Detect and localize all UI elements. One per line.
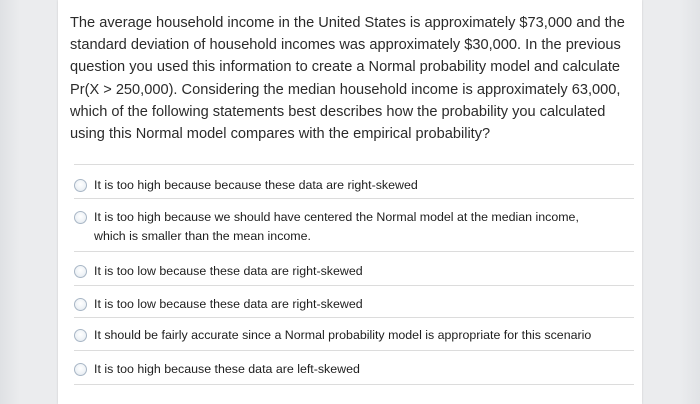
answer-option-label: It is too low because these data are right-skewed bbox=[94, 264, 363, 278]
answer-option-label: It is too high because these data are left-skewed bbox=[94, 362, 360, 376]
answer-option-label: It is too low because these data are right-skewed bbox=[94, 297, 363, 311]
answer-option[interactable] bbox=[74, 285, 634, 317]
answer-option[interactable] bbox=[74, 164, 634, 198]
answer-option[interactable] bbox=[74, 350, 634, 385]
answer-option[interactable] bbox=[74, 198, 634, 251]
answer-option[interactable] bbox=[74, 317, 634, 350]
answer-options bbox=[74, 164, 634, 385]
radio-button[interactable] bbox=[74, 329, 87, 342]
radio-button[interactable] bbox=[74, 298, 87, 311]
radio-button[interactable] bbox=[74, 363, 87, 376]
question-card bbox=[58, 0, 642, 404]
answer-option[interactable] bbox=[74, 251, 634, 285]
radio-button[interactable] bbox=[74, 265, 87, 278]
answer-option-label: It is too high because because these data are right-skewed bbox=[94, 178, 418, 192]
answer-option-label: It should be fairly accurate since a Normal probability model is appropriate for this scenario bbox=[94, 328, 592, 342]
radio-button[interactable] bbox=[74, 211, 87, 224]
radio-button[interactable] bbox=[74, 179, 87, 192]
question-text: The average household income in the United States is approximately $73,000 and the standard deviation of household incomes was approximately $30,000. In the previous question you used this information to create a Normal probability model and calculate Pr(X > 250,000). Considering the median household income is approximately 63,000, which of the following statements best describes how the probability you calculated using this Normal model compares with the empirical probability? bbox=[70, 15, 625, 143]
answer-option-label: It is too high because we should have centered the Normal model at the median income, which is smaller than the mean income. bbox=[94, 210, 579, 243]
